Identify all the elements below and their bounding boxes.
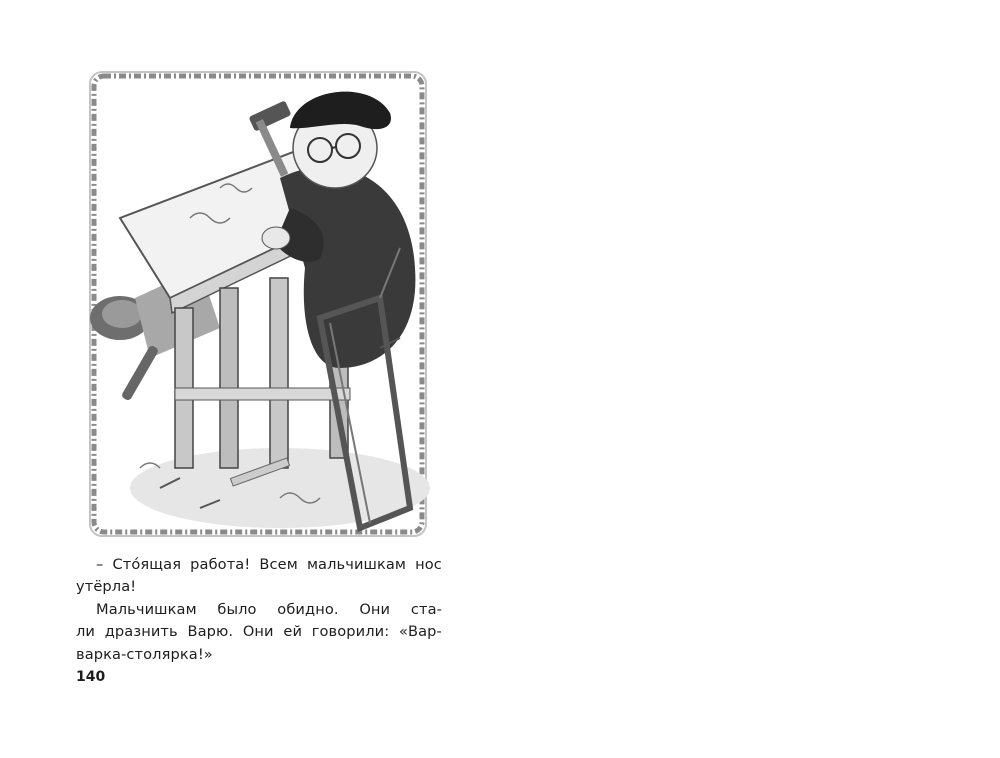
left-page-text [76, 554, 442, 666]
page-number-left: 140 [76, 669, 106, 685]
text-line: варка-столярка!» [76, 645, 213, 663]
right-page [500, 0, 1000, 750]
boy-woodworking-illustration [80, 68, 436, 542]
text-line: – Сто́ящая работа! Всем мальчишкам нос [96, 556, 442, 573]
text-line: Мальчишкам было обидно. Они ста- [96, 600, 442, 618]
text-line: ли дразнить Варю. Они ей говорили: «Вар- [76, 623, 442, 641]
left-page [0, 0, 500, 750]
text-line: утёрла! [76, 578, 137, 596]
